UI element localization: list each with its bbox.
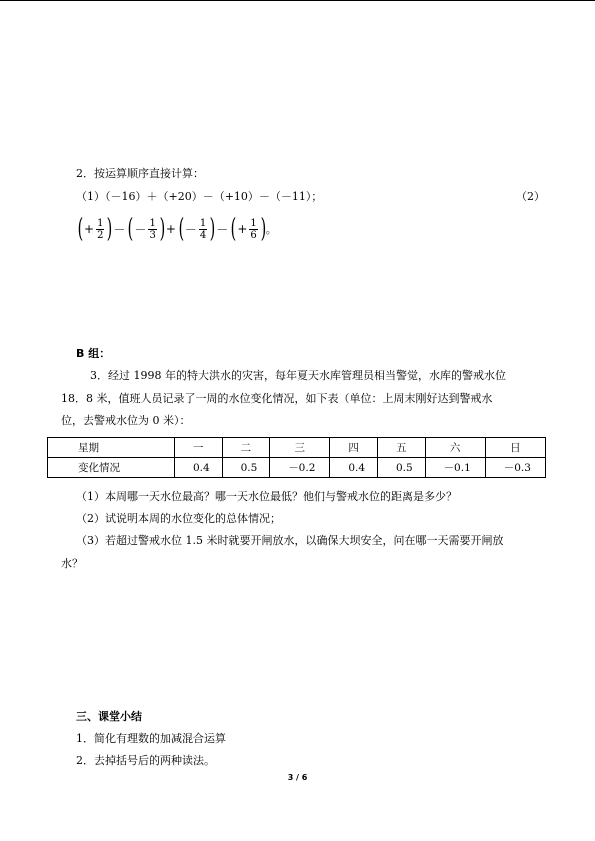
- table-row: [48, 438, 546, 458]
- table-value: －0.1: [425, 458, 485, 478]
- sub-question-3-line-2: 水？: [61, 557, 83, 570]
- question-2-part-1: （1）（－16）＋（+20）－（+10）－（－11）；: [76, 190, 323, 203]
- fraction-expression: [76, 212, 277, 246]
- table-value: 0.4: [330, 458, 378, 478]
- group-b-title: B 组：: [76, 347, 111, 360]
- expression-end: 。: [265, 223, 277, 236]
- table-value: 0.5: [377, 458, 425, 478]
- question-3-line-3: 位，去警戒水位为 0 米）：: [61, 414, 191, 427]
- table-header-label: 星期: [48, 438, 175, 458]
- table-day: 六: [425, 438, 485, 458]
- term-1: ( + $\frac{1}{2}$ ): [77, 214, 113, 244]
- table-day: 一: [175, 438, 223, 458]
- question-3-line-1: 3．经过 1998 年的特大洪水的灾害，每年夏天水库管理员相当警觉，水库的警戒水位: [90, 369, 506, 382]
- question-2-part-2-label: （2）: [516, 190, 545, 203]
- water-level-table: [47, 437, 546, 478]
- summary-title: 三、课堂小结: [76, 710, 142, 723]
- table-day: 二: [222, 438, 270, 458]
- page-top-rule: [0, 0, 595, 1]
- sub-question-2: （2）试说明本周的水位变化的总体情况；: [76, 512, 281, 525]
- table-day: 日: [485, 438, 545, 458]
- table-row-label: 变化情况: [48, 458, 175, 478]
- table-value: －0.2: [270, 458, 330, 478]
- sub-question-1: （1）本周哪一天水位最高？哪一天水位最低？他们与警戒水位的距离是多少？: [76, 490, 457, 503]
- operator-2: +: [165, 222, 176, 236]
- term-2: ( － $\frac{1}{3}$ ): [128, 214, 166, 244]
- term-4: ( + $\frac{1}{6}$ ): [230, 214, 266, 244]
- page-number: 3 / 6: [287, 773, 308, 782]
- fraction-1: $\frac{1}{2}$: [97, 217, 104, 241]
- operator-1: －: [113, 222, 126, 237]
- table-day: 三: [270, 438, 330, 458]
- fraction-3: $\frac{1}{4}$: [199, 217, 207, 241]
- fraction-4: $\frac{1}{6}$: [250, 217, 257, 241]
- summary-item-2: 2．去掉括号后的两种读法。: [76, 754, 215, 767]
- table-value: 0.4: [175, 458, 223, 478]
- question-3-line-2: 18．8 米，值班人员记录了一周的水位变化情况，如下表（单位：上周末刚好达到警戒水: [61, 392, 493, 405]
- summary-item-1: 1．简化有理数的加减混合运算: [76, 732, 226, 745]
- table-value: 0.5: [222, 458, 270, 478]
- table-day: 四: [330, 438, 378, 458]
- sub-question-3-line-1: （3）若超过警戒水位 1.5 米时就要开闸放水，以确保大坝安全，问在哪一天需要开闸放: [76, 534, 504, 547]
- table-row: [48, 458, 546, 478]
- table-day: 五: [377, 438, 425, 458]
- term-3: ( － $\frac{1}{4}$ ): [178, 214, 216, 244]
- question-2-title: 2．按运算顺序直接计算：: [76, 167, 204, 180]
- fraction-2: $\frac{1}{3}$: [149, 217, 156, 241]
- operator-3: －: [216, 222, 229, 237]
- table-value: －0.3: [485, 458, 545, 478]
